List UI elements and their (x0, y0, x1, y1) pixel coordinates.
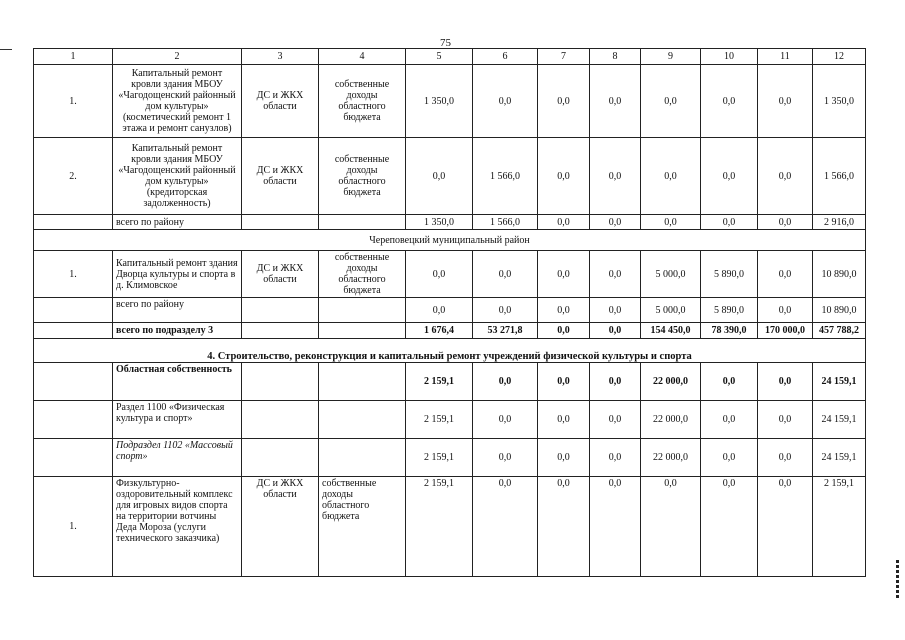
value-cell: 0,0 (590, 323, 641, 339)
edge-mark (0, 49, 12, 50)
value-cell: 0,0 (473, 251, 538, 298)
district-heading: Череповецкий муниципальный район (34, 230, 866, 251)
table-row (34, 401, 866, 439)
organization: ДС и ЖКХ области (242, 65, 319, 138)
funding-source: собственные доходы областного бюджета (319, 251, 406, 298)
value-cell: 2 159,1 (813, 477, 866, 577)
value-cell: 1 566,0 (813, 138, 866, 215)
value-cell: 0,0 (473, 298, 538, 323)
value-cell: 0,0 (538, 401, 590, 439)
header-cell: 12 (813, 49, 866, 65)
value-cell: 0,0 (406, 251, 473, 298)
value-cell: 154 450,0 (641, 323, 701, 339)
value-cell: 0,0 (590, 401, 641, 439)
value-cell: 0,0 (758, 138, 813, 215)
value-cell: 0,0 (641, 138, 701, 215)
header-cell: 1 (34, 49, 113, 65)
value-cell: 0,0 (701, 138, 758, 215)
value-cell: 5 000,0 (641, 251, 701, 298)
value-cell: 1 350,0 (406, 215, 473, 230)
header-row (34, 49, 866, 65)
object-name: Капитальный ремонт здания Дворца культуры и спорта в д. Климовское (113, 251, 242, 298)
value-cell: 0,0 (538, 65, 590, 138)
subsection-total-row (34, 323, 866, 339)
total-label: всего по району (113, 215, 242, 230)
object-name: Раздел 1100 «Физическая культура и спорт» (113, 401, 242, 439)
table-row (34, 251, 866, 298)
value-cell: 0,0 (641, 477, 701, 577)
value-cell: 0,0 (473, 401, 538, 439)
value-cell: 0,0 (590, 138, 641, 215)
value-cell: 5 890,0 (701, 298, 758, 323)
value-cell: 5 890,0 (701, 251, 758, 298)
value-cell: 0,0 (701, 215, 758, 230)
value-cell: 78 390,0 (701, 323, 758, 339)
value-cell: 0,0 (590, 298, 641, 323)
district-heading-row (34, 230, 866, 251)
value-cell: 1 566,0 (473, 138, 538, 215)
value-cell: 24 159,1 (813, 363, 866, 401)
total-label: всего по району (113, 298, 242, 323)
value-cell: 10 890,0 (813, 251, 866, 298)
value-cell: 0,0 (758, 439, 813, 477)
row-number: 2. (34, 138, 113, 215)
value-cell: 0,0 (701, 65, 758, 138)
funding-source: собственные доходы областного бюджета (319, 138, 406, 215)
value-cell: 2 159,1 (406, 401, 473, 439)
organization: ДС и ЖКХ области (242, 138, 319, 215)
value-cell: 0,0 (473, 439, 538, 477)
value-cell: 170 000,0 (758, 323, 813, 339)
object-name: Физкультурно-оздоровительный комплекс для игровых видов спорта на территории вотчины Деда Мороза (услуги технического заказчика) (113, 477, 242, 577)
value-cell: 0,0 (538, 138, 590, 215)
value-cell: 5 000,0 (641, 298, 701, 323)
header-cell: 3 (242, 49, 319, 65)
value-cell: 1 350,0 (813, 65, 866, 138)
value-cell: 24 159,1 (813, 401, 866, 439)
value-cell: 0,0 (538, 439, 590, 477)
value-cell: 0,0 (590, 215, 641, 230)
value-cell: 0,0 (590, 65, 641, 138)
value-cell: 0,0 (406, 138, 473, 215)
table-row (34, 439, 866, 477)
header-cell: 6 (473, 49, 538, 65)
value-cell: 0,0 (758, 477, 813, 577)
value-cell: 1 350,0 (406, 65, 473, 138)
object-name: Капитальный ремонт кровли здания МБОУ «Чагодощенский районный дом культуры» (косметический ремонт 1 этажа и ремонт санузлов) (113, 65, 242, 138)
value-cell: 0,0 (538, 477, 590, 577)
value-cell: 2 916,0 (813, 215, 866, 230)
page-number: 75 (440, 37, 451, 49)
header-cell: 7 (538, 49, 590, 65)
object-name: Подраздел 1102 «Массовый спорт» (113, 439, 242, 477)
table-row (34, 477, 866, 577)
value-cell: 0,0 (590, 251, 641, 298)
budget-table (33, 48, 866, 577)
value-cell: 0,0 (701, 477, 758, 577)
value-cell: 0,0 (758, 215, 813, 230)
value-cell: 0,0 (473, 363, 538, 401)
funding-source: собственные доходы областного бюджета (319, 477, 406, 577)
value-cell: 2 159,1 (406, 363, 473, 401)
value-cell: 0,0 (590, 363, 641, 401)
table-row (34, 138, 866, 215)
value-cell: 0,0 (538, 363, 590, 401)
value-cell: 0,0 (758, 298, 813, 323)
value-cell: 0,0 (758, 401, 813, 439)
value-cell: 0,0 (473, 477, 538, 577)
row-number: 1. (34, 477, 113, 577)
value-cell: 0,0 (758, 65, 813, 138)
district-total-row (34, 298, 866, 323)
value-cell: 0,0 (538, 251, 590, 298)
value-cell: 1 676,4 (406, 323, 473, 339)
value-cell: 0,0 (538, 323, 590, 339)
header-cell: 9 (641, 49, 701, 65)
value-cell: 0,0 (641, 65, 701, 138)
value-cell: 22 000,0 (641, 363, 701, 401)
value-cell: 0,0 (701, 439, 758, 477)
section-heading-row (34, 339, 866, 363)
header-cell: 10 (701, 49, 758, 65)
table-row (34, 65, 866, 138)
value-cell: 0,0 (701, 363, 758, 401)
value-cell: 1 566,0 (473, 215, 538, 230)
funding-source: собственные доходы областного бюджета (319, 65, 406, 138)
value-cell: 22 000,0 (641, 401, 701, 439)
value-cell: 0,0 (473, 65, 538, 138)
value-cell: 0,0 (758, 251, 813, 298)
table-row (34, 363, 866, 401)
section-heading: 4. Строительство, реконструкция и капитальный ремонт учреждений физической культуры и спорта (34, 339, 866, 363)
header-cell: 5 (406, 49, 473, 65)
value-cell: 0,0 (701, 401, 758, 439)
row-number: 1. (34, 65, 113, 138)
value-cell: 53 271,8 (473, 323, 538, 339)
value-cell: 24 159,1 (813, 439, 866, 477)
district-total-row (34, 215, 866, 230)
object-name: Областная собственность (113, 363, 242, 401)
value-cell: 2 159,1 (406, 477, 473, 577)
header-cell: 4 (319, 49, 406, 65)
object-name: Капитальный ремонт кровли здания МБОУ «Чагодощенский районный дом культуры» (кредиторская задолженность) (113, 138, 242, 215)
value-cell: 0,0 (406, 298, 473, 323)
header-cell: 8 (590, 49, 641, 65)
value-cell: 22 000,0 (641, 439, 701, 477)
value-cell: 0,0 (590, 477, 641, 577)
total-label: всего по подразделу 3 (113, 323, 242, 339)
value-cell: 0,0 (641, 215, 701, 230)
scan-edge-mark (896, 560, 899, 598)
value-cell: 2 159,1 (406, 439, 473, 477)
value-cell: 10 890,0 (813, 298, 866, 323)
value-cell: 0,0 (538, 298, 590, 323)
value-cell: 0,0 (590, 439, 641, 477)
value-cell: 0,0 (538, 215, 590, 230)
organization: ДС и ЖКХ области (242, 477, 319, 577)
header-cell: 11 (758, 49, 813, 65)
row-number: 1. (34, 251, 113, 298)
value-cell: 0,0 (758, 363, 813, 401)
organization: ДС и ЖКХ области (242, 251, 319, 298)
value-cell: 457 788,2 (813, 323, 866, 339)
header-cell: 2 (113, 49, 242, 65)
